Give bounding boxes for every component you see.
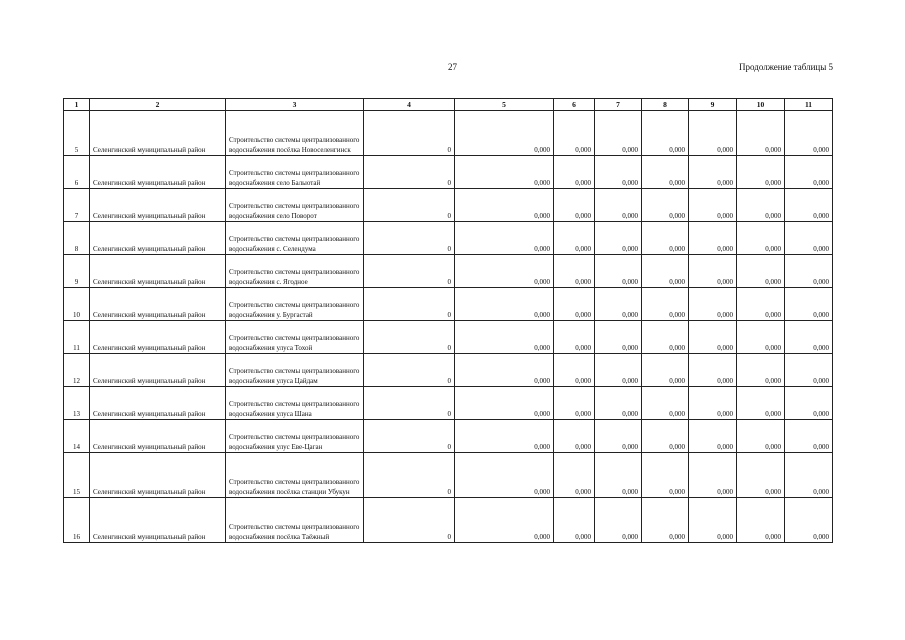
description-cell: Строительство системы централизованного водоснабжения улуса Цайдам [226, 354, 364, 387]
row-number-cell: 10 [64, 288, 90, 321]
value-cell: 0,000 [642, 189, 689, 222]
value-cell: 0,000 [455, 156, 554, 189]
value-cell: 0,000 [785, 453, 833, 498]
district-cell: Селенгинский муниципальный район [90, 156, 226, 189]
value-cell: 0,000 [554, 321, 595, 354]
value-cell: 0,000 [642, 222, 689, 255]
value-cell: 0,000 [554, 453, 595, 498]
value-cell: 0,000 [554, 111, 595, 156]
table-row [64, 387, 833, 420]
value-cell: 0,000 [595, 387, 642, 420]
value-cell: 0 [364, 453, 455, 498]
value-cell: 0,000 [595, 189, 642, 222]
value-cell: 0,000 [455, 453, 554, 498]
description-cell: Строительство системы централизованного водоснабжения посёлка станции Убукун [226, 453, 364, 498]
district-cell: Селенгинский муниципальный район [90, 189, 226, 222]
value-cell: 0,000 [642, 321, 689, 354]
table-row [64, 453, 833, 498]
value-cell: 0,000 [737, 498, 785, 543]
value-cell: 0,000 [785, 420, 833, 453]
column-header: 9 [689, 99, 737, 111]
value-cell: 0,000 [554, 498, 595, 543]
value-cell: 0 [364, 111, 455, 156]
value-cell: 0,000 [737, 321, 785, 354]
row-number-cell: 5 [64, 111, 90, 156]
value-cell: 0,000 [554, 156, 595, 189]
value-cell: 0,000 [642, 354, 689, 387]
column-header: 4 [364, 99, 455, 111]
table-row [64, 498, 833, 543]
value-cell: 0,000 [689, 498, 737, 543]
table-row [64, 420, 833, 453]
value-cell: 0,000 [595, 288, 642, 321]
description-cell: Строительство системы централизованного водоснабжения с. Ягодное [226, 255, 364, 288]
value-cell: 0,000 [455, 420, 554, 453]
value-cell: 0,000 [455, 111, 554, 156]
row-number-cell: 13 [64, 387, 90, 420]
description-cell: Строительство системы централизованного водоснабжения улуса Тохой [226, 321, 364, 354]
value-cell: 0,000 [595, 255, 642, 288]
value-cell: 0,000 [737, 255, 785, 288]
table-row [64, 288, 833, 321]
description-cell: Строительство системы централизованного водоснабжения посёлка Таёжный [226, 498, 364, 543]
district-cell: Селенгинский муниципальный район [90, 111, 226, 156]
table-row [64, 189, 833, 222]
table-row [64, 255, 833, 288]
value-cell: 0,000 [689, 387, 737, 420]
value-cell: 0,000 [737, 420, 785, 453]
column-header: 3 [226, 99, 364, 111]
value-cell: 0 [364, 288, 455, 321]
district-cell: Селенгинский муниципальный район [90, 321, 226, 354]
district-cell: Селенгинский муниципальный район [90, 255, 226, 288]
value-cell: 0,000 [642, 156, 689, 189]
value-cell: 0,000 [737, 453, 785, 498]
value-cell: 0,000 [689, 111, 737, 156]
value-cell: 0,000 [785, 189, 833, 222]
value-cell: 0,000 [737, 288, 785, 321]
value-cell: 0,000 [785, 222, 833, 255]
column-header: 1 [64, 99, 90, 111]
value-cell: 0,000 [689, 222, 737, 255]
header-row [64, 99, 833, 111]
value-cell: 0,000 [554, 222, 595, 255]
value-cell: 0,000 [455, 354, 554, 387]
value-cell: 0,000 [642, 498, 689, 543]
value-cell: 0,000 [554, 420, 595, 453]
value-cell: 0,000 [642, 255, 689, 288]
value-cell: 0,000 [595, 498, 642, 543]
district-cell: Селенгинский муниципальный район [90, 288, 226, 321]
row-number-cell: 6 [64, 156, 90, 189]
table-row [64, 354, 833, 387]
row-number-cell: 16 [64, 498, 90, 543]
table-row [64, 111, 833, 156]
district-cell: Селенгинский муниципальный район [90, 498, 226, 543]
value-cell: 0,000 [689, 420, 737, 453]
row-number-cell: 8 [64, 222, 90, 255]
value-cell: 0,000 [689, 288, 737, 321]
value-cell: 0,000 [689, 354, 737, 387]
district-cell: Селенгинский муниципальный район [90, 420, 226, 453]
value-cell: 0,000 [785, 288, 833, 321]
value-cell: 0,000 [595, 156, 642, 189]
value-cell: 0,000 [455, 189, 554, 222]
description-cell: Строительство системы централизованного водоснабжения село Балыотай [226, 156, 364, 189]
value-cell: 0,000 [689, 156, 737, 189]
value-cell: 0,000 [455, 321, 554, 354]
value-cell: 0,000 [737, 111, 785, 156]
value-cell: 0,000 [455, 498, 554, 543]
value-cell: 0,000 [689, 453, 737, 498]
value-cell: 0 [364, 156, 455, 189]
value-cell: 0,000 [455, 255, 554, 288]
column-header: 5 [455, 99, 554, 111]
value-cell: 0,000 [642, 387, 689, 420]
value-cell: 0 [364, 255, 455, 288]
value-cell: 0,000 [737, 387, 785, 420]
table-row [64, 321, 833, 354]
row-number-cell: 15 [64, 453, 90, 498]
value-cell: 0,000 [642, 288, 689, 321]
value-cell: 0,000 [737, 156, 785, 189]
value-cell: 0,000 [737, 189, 785, 222]
value-cell: 0,000 [554, 288, 595, 321]
value-cell: 0,000 [642, 111, 689, 156]
page-number: 27 [448, 62, 457, 72]
district-cell: Селенгинский муниципальный район [90, 453, 226, 498]
value-cell: 0,000 [554, 387, 595, 420]
district-cell: Селенгинский муниципальный район [90, 354, 226, 387]
value-cell: 0,000 [689, 189, 737, 222]
continuation-label: Продолжение таблицы 5 [739, 62, 833, 72]
value-cell: 0 [364, 498, 455, 543]
value-cell: 0,000 [595, 354, 642, 387]
value-cell: 0,000 [689, 321, 737, 354]
district-cell: Селенгинский муниципальный район [90, 222, 226, 255]
value-cell: 0 [364, 354, 455, 387]
value-cell: 0,000 [595, 321, 642, 354]
value-cell: 0,000 [595, 420, 642, 453]
value-cell: 0,000 [785, 387, 833, 420]
value-cell: 0,000 [785, 354, 833, 387]
value-cell: 0 [364, 387, 455, 420]
value-cell: 0 [364, 321, 455, 354]
value-cell: 0,000 [595, 453, 642, 498]
description-cell: Строительство системы централизованного водоснабжения улуса Шана [226, 387, 364, 420]
value-cell: 0,000 [455, 387, 554, 420]
column-header: 7 [595, 99, 642, 111]
row-number-cell: 11 [64, 321, 90, 354]
district-cell: Селенгинский муниципальный район [90, 387, 226, 420]
value-cell: 0 [364, 222, 455, 255]
column-header: 2 [90, 99, 226, 111]
value-cell: 0,000 [785, 498, 833, 543]
column-header: 6 [554, 99, 595, 111]
value-cell: 0,000 [595, 222, 642, 255]
value-cell: 0,000 [785, 156, 833, 189]
value-cell: 0,000 [737, 354, 785, 387]
row-number-cell: 9 [64, 255, 90, 288]
value-cell: 0,000 [785, 321, 833, 354]
data-table [63, 98, 833, 543]
value-cell: 0,000 [689, 255, 737, 288]
column-header: 8 [642, 99, 689, 111]
column-header: 11 [785, 99, 833, 111]
description-cell: Строительство системы централизованного водоснабжения с. Селендума [226, 222, 364, 255]
value-cell: 0,000 [595, 111, 642, 156]
table-row [64, 156, 833, 189]
row-number-cell: 14 [64, 420, 90, 453]
row-number-cell: 12 [64, 354, 90, 387]
row-number-cell: 7 [64, 189, 90, 222]
value-cell: 0,000 [785, 111, 833, 156]
value-cell: 0 [364, 189, 455, 222]
value-cell: 0,000 [554, 189, 595, 222]
description-cell: Строительство системы централизованного водоснабжения посёлка Новоселенгинск [226, 111, 364, 156]
value-cell: 0,000 [554, 354, 595, 387]
table-body [64, 111, 833, 543]
column-header: 10 [737, 99, 785, 111]
description-cell: Строительство системы централизованного водоснабжения у. Бургастай [226, 288, 364, 321]
value-cell: 0 [364, 420, 455, 453]
value-cell: 0,000 [642, 453, 689, 498]
value-cell: 0,000 [642, 420, 689, 453]
value-cell: 0,000 [737, 222, 785, 255]
value-cell: 0,000 [554, 255, 595, 288]
table-row [64, 222, 833, 255]
value-cell: 0,000 [455, 288, 554, 321]
value-cell: 0,000 [785, 255, 833, 288]
value-cell: 0,000 [455, 222, 554, 255]
description-cell: Строительство системы централизованного водоснабжения село Поворот [226, 189, 364, 222]
description-cell: Строительство системы централизованного водоснабжения улус Еве-Цаган [226, 420, 364, 453]
